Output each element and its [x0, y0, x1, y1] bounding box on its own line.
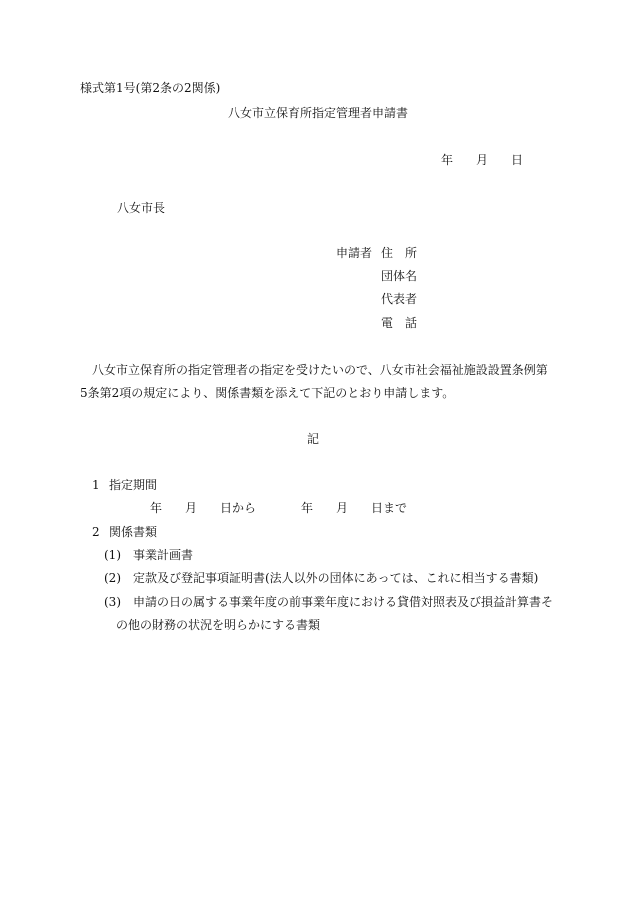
- document-2-number: (2): [104, 571, 121, 585]
- period-year-to: 年: [301, 501, 314, 515]
- body-line-1: 八女市立保育所の指定管理者の指定を受けたいので、八女市社会福祉施設設置条例第: [92, 363, 548, 377]
- ki-heading: 記: [307, 432, 320, 446]
- item-2-number: 2: [92, 525, 100, 539]
- period-day-from: 日から: [220, 501, 257, 515]
- date-month: 月: [476, 153, 489, 167]
- date-year: 年: [441, 153, 454, 167]
- document-title: 八女市立保育所指定管理者申請書: [228, 106, 409, 120]
- item-1-number: 1: [92, 478, 100, 492]
- period-day-to: 日まで: [371, 501, 408, 515]
- item-2-label: 関係書類: [109, 525, 158, 539]
- addressee: 八女市長: [117, 201, 166, 215]
- document-1-text: 事業計画書: [133, 548, 194, 562]
- organization-label: 団体名: [381, 269, 418, 283]
- document-3-text-continued: の他の財務の状況を明らかにする書類: [116, 618, 321, 632]
- period-month-from: 月: [185, 501, 198, 515]
- phone-label: 電 話: [381, 316, 418, 330]
- body-line-2: 5条第2項の規定により、関係書類を添えて下記のとおり申請します。: [80, 386, 455, 400]
- period-year-from: 年: [150, 501, 163, 515]
- applicant-label: 申請者: [336, 246, 373, 260]
- item-1-label: 指定期間: [109, 478, 158, 492]
- document-3-number: (3): [104, 595, 121, 609]
- address-label: 住 所: [381, 246, 418, 260]
- representative-label: 代表者: [381, 292, 418, 306]
- date-day: 日: [511, 153, 524, 167]
- document-2-text: 定款及び登記事項証明書(法人以外の団体にあっては、これに相当する書類): [133, 571, 539, 585]
- document-3-text: 申請の日の属する事業年度の前事業年度における貸借対照表及び損益計算書そ: [133, 595, 554, 609]
- form-number: 様式第1号(第2条の2関係): [80, 81, 221, 95]
- document-1-number: (1): [104, 548, 121, 562]
- period-month-to: 月: [336, 501, 349, 515]
